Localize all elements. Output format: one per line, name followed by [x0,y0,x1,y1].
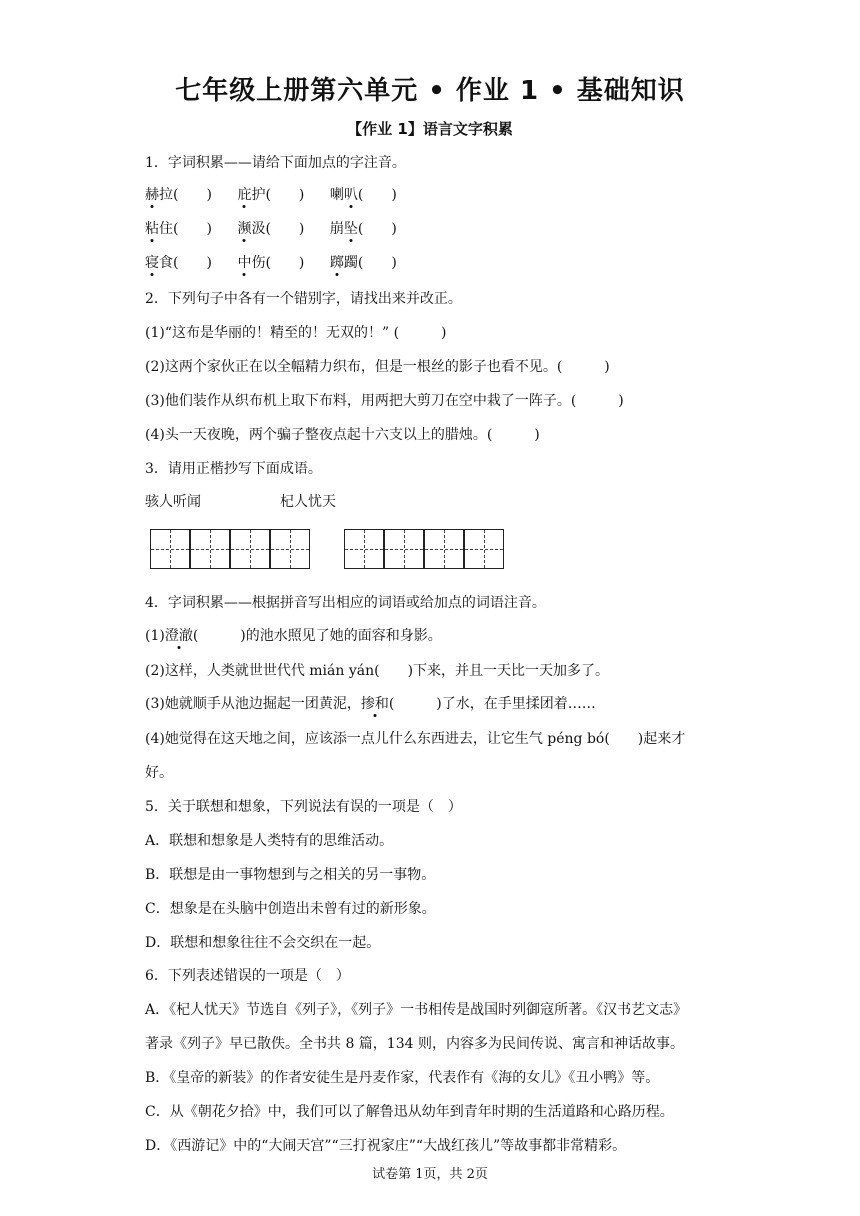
q2-item: (4)头一天夜晚，两个骗子整夜点起十六支以上的腊烛。( ) [145,427,540,443]
q4-item-3: (3)她就顺手从池边掘起一团黄泥，掺和( )了水，在手里揉团着…… [145,696,596,712]
q1-stem: 1．字词积累——请给下面加点的字注音。 [145,155,406,171]
page-footer: 试卷第 1页，共 2页 [372,1167,488,1182]
q2-stem: 2．下列句子中各有一个错别字，请找出来并改正。 [145,291,462,307]
writing-grid-2 [344,529,504,569]
q5-option-b: B．联想是由一事物想到与之相关的另一事物。 [145,867,436,883]
q6-option-d: D．《西游记》中的“大闹天宫”“三打祝家庄”“大战红孩儿”等故事都非常精彩。 [145,1138,627,1154]
q1-word: 庇护( ) [237,187,305,203]
q5-stem: 5．关于联想和想象，下列说法有误的一项是（ ） [145,799,462,815]
tianzi-box[interactable] [384,529,424,569]
section-subtitle: 【作业 1】语言文字积累 [347,120,513,138]
q3-idiom-1: 骇人听闻 [145,494,201,510]
q6-option-b: B．《皇帝的新装》的作者安徒生是丹麦作家，代表作有《海的女儿》《丑小鸭》等。 [145,1070,660,1086]
q6-option-a-cont: 著录《列子》早已散佚。全书共 8 篇，134 则，内容多为民间传说、寓言和神话故事。 [145,1036,684,1052]
dotted-word: 澄澈 [164,628,193,644]
q1-word: 踯躅( ) [329,255,397,271]
q1-row-2 [145,218,397,238]
q2-item: (3)他们装作从织布机上取下布料，用两把大剪刀在空中栽了一阵子。( ) [145,393,624,409]
tianzi-box[interactable] [424,529,464,569]
page-title: 七年级上册第六单元 • 作业 1 • 基础知识 [175,76,685,106]
dotted-word: 掺和 [360,696,389,712]
q1-word: 中伤( ) [237,255,305,271]
tianzi-box[interactable] [344,529,384,569]
q5-option-d: D．联想和想象往往不会交织在一起。 [145,935,381,951]
q4-stem: 4．字词积累——根据拼音写出相应的词语或给加点的词语注音。 [145,595,546,611]
q4-item-4-cont: 好。 [145,765,173,781]
q1-word: 寝食( ) [145,255,212,271]
q3-idiom-2: 杞人忧天 [280,494,336,510]
q5-option-a: A．联想和想象是人类特有的思维活动。 [145,833,394,849]
q6-option-a: A．《杞人忧天》节选自《列子》，《列子》一书相传是战国时列御寇所著。《汉书艺文志》 [145,1002,688,1018]
q6-stem: 6．下列表述错误的一项是（ ） [145,968,350,984]
tianzi-box[interactable] [230,529,270,569]
q1-word: 喇叭( ) [329,187,397,203]
q1-word: 赫拉( ) [145,187,212,203]
q1-word: 粘住( ) [145,221,212,237]
q1-word: 濒汲( ) [237,221,305,237]
q4-item-1: (1)澄澈( )的池水照见了她的面容和身影。 [145,628,442,644]
q1-row-1 [145,184,397,204]
q4-item-2: (2)这样，人类就世世代代 mián yán( )下来，并且一天比一天加多了。 [145,663,610,679]
tianzi-box[interactable] [464,529,504,569]
q4-item-4: (4)她觉得在这天地之间，应该添一点儿什么东西进去，让它生气 péng bó( )起来才 [145,731,686,747]
q2-item: (2)这两个家伙正在以全幅精力织布，但是一根丝的影子也看不见。( ) [145,359,610,375]
tianzi-box[interactable] [190,529,230,569]
tianzi-box[interactable] [270,529,310,569]
tianzi-box[interactable] [150,529,190,569]
q3-stem: 3．请用正楷抄写下面成语。 [145,461,322,477]
q1-word: 崩坠( ) [329,221,397,237]
writing-grid-1 [150,529,310,569]
q1-row-3 [145,252,397,272]
q2-item: (1)“这布是华丽的！精至的！无双的！” ( ) [145,325,447,341]
q5-option-c: C．想象是在头脑中创造出未曾有过的新形象。 [145,901,436,917]
q6-option-c: C．从《朝花夕拾》中，我们可以了解鲁迅从幼年到青年时期的生活道路和心路历程。 [145,1104,674,1120]
